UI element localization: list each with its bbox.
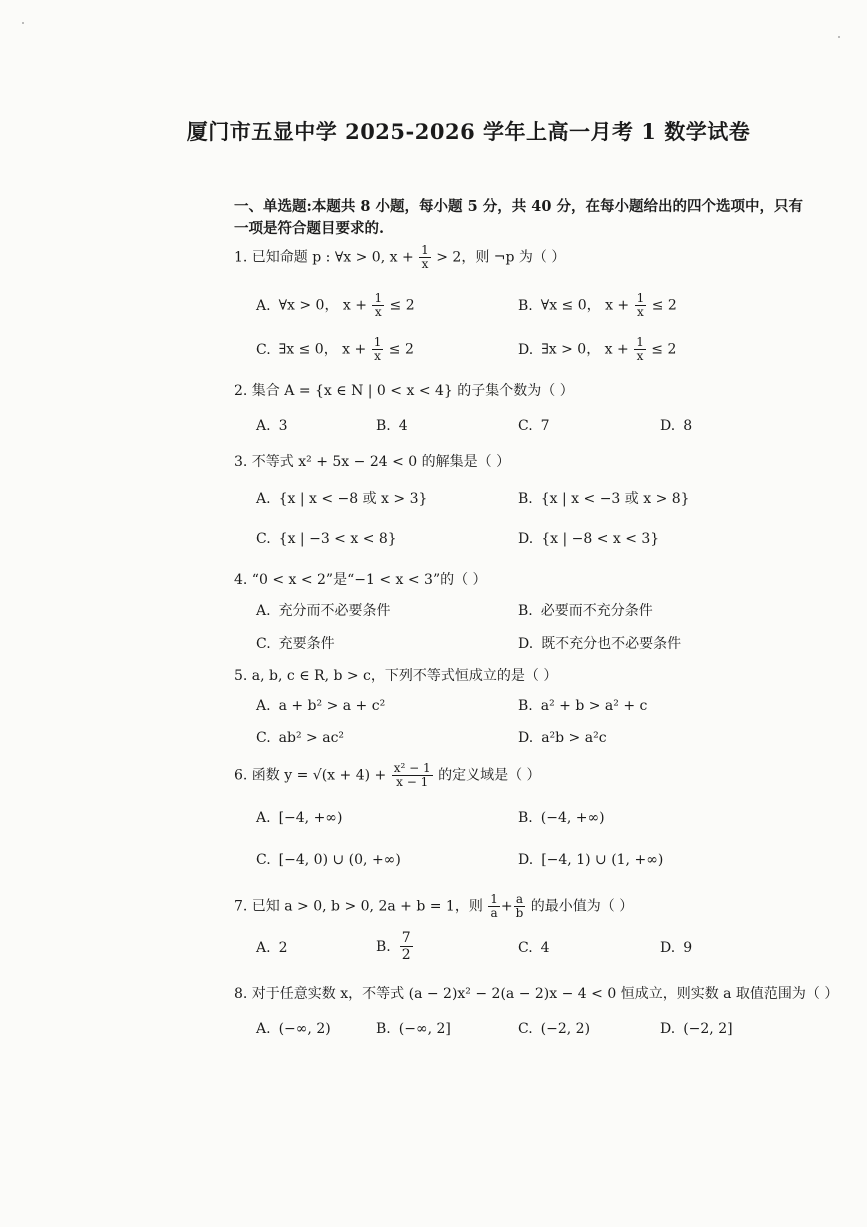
option-label: A. bbox=[256, 810, 271, 826]
option-a[interactable] bbox=[256, 292, 415, 319]
numerator: 1 bbox=[490, 892, 498, 906]
option-label: B. bbox=[518, 603, 533, 619]
numerator: 1 bbox=[421, 243, 429, 257]
question-2: 2. 集合 A = {x ∈ N | 0 < x < 4} 的子集个数为（ ） bbox=[234, 383, 574, 399]
option-label: D. bbox=[518, 341, 534, 358]
option-text: a + b² > a + c² bbox=[278, 698, 386, 714]
option-text: (−∞, 2] bbox=[398, 1021, 451, 1037]
option-label: A. bbox=[256, 940, 271, 956]
option-c[interactable] bbox=[256, 852, 401, 868]
question-4: 4. “0 < x < 2”是“−1 < x < 3”的（ ） bbox=[234, 572, 487, 588]
option-d[interactable] bbox=[518, 852, 663, 868]
option-d[interactable] bbox=[660, 418, 692, 434]
option-label: B. bbox=[376, 938, 391, 955]
option-label: C. bbox=[256, 730, 271, 746]
option-label: B. bbox=[518, 297, 533, 314]
denominator: x bbox=[421, 257, 429, 271]
option-text: {x | −3 < x < 8} bbox=[278, 531, 397, 547]
option-text: ≤ 2 bbox=[389, 297, 415, 314]
option-text: 9 bbox=[683, 940, 693, 956]
option-text: ≤ 2 bbox=[651, 341, 677, 358]
option-a[interactable] bbox=[256, 940, 287, 956]
fraction bbox=[372, 336, 384, 363]
option-label: C. bbox=[256, 852, 271, 868]
option-label: C. bbox=[256, 341, 271, 358]
option-label: B. bbox=[518, 810, 533, 826]
option-text: [−4, 0) ∪ (0, +∞) bbox=[278, 852, 401, 868]
option-text: a² + b > a² + c bbox=[540, 698, 648, 714]
option-d[interactable] bbox=[518, 336, 676, 363]
option-text: (−∞, 2) bbox=[278, 1021, 331, 1037]
option-c[interactable] bbox=[256, 633, 335, 653]
fraction bbox=[635, 292, 647, 319]
option-text: 3 bbox=[278, 418, 288, 434]
option-a[interactable] bbox=[256, 810, 342, 826]
option-b[interactable] bbox=[518, 292, 677, 319]
denominator: x − 1 bbox=[396, 775, 429, 789]
option-b[interactable] bbox=[518, 698, 647, 714]
question-3: 3. 不等式 x² + 5x − 24 < 0 的解集是（ ） bbox=[234, 454, 511, 470]
option-b[interactable] bbox=[376, 1021, 451, 1037]
option-b[interactable] bbox=[518, 488, 690, 508]
denominator: x bbox=[374, 349, 381, 363]
question-6 bbox=[234, 762, 541, 789]
option-text: 既不充分也不必要条件 bbox=[541, 636, 682, 652]
option-label: D. bbox=[518, 730, 534, 746]
scan-speck bbox=[22, 22, 24, 24]
question-stem: 6. 函数 y = √(x + 4) + bbox=[234, 767, 387, 784]
question-stem: + bbox=[500, 898, 513, 915]
option-label: C. bbox=[518, 1021, 533, 1037]
question-8: 8. 对于任意实数 x，不等式 (a − 2)x² − 2(a − 2)x − 4 < 0 恒成立，则实数 a 取值范围为（ ） bbox=[234, 986, 839, 1002]
option-text: (−2, 2) bbox=[540, 1021, 591, 1037]
option-d[interactable] bbox=[518, 633, 681, 653]
option-c[interactable] bbox=[518, 418, 550, 434]
option-text: 2 bbox=[278, 940, 288, 956]
numerator: 1 bbox=[374, 291, 383, 305]
numerator: 1 bbox=[373, 335, 382, 349]
option-d[interactable] bbox=[518, 531, 659, 547]
option-a[interactable] bbox=[256, 698, 385, 714]
option-c[interactable] bbox=[256, 336, 414, 363]
option-label: B. bbox=[518, 491, 533, 507]
option-label: B. bbox=[376, 1021, 391, 1037]
option-label: C. bbox=[256, 636, 271, 652]
option-b[interactable] bbox=[518, 600, 653, 620]
option-c[interactable] bbox=[518, 940, 550, 956]
denominator: b bbox=[515, 906, 524, 920]
denominator: a bbox=[490, 906, 498, 920]
question-stem: 的最小值为（ ） bbox=[530, 898, 634, 915]
option-text: 7 bbox=[540, 418, 550, 434]
option-text: ∃x > 0， x + bbox=[541, 341, 629, 358]
numerator: x² − 1 bbox=[393, 761, 431, 775]
denominator: x bbox=[637, 305, 644, 319]
section-heading: 一、单选题:本题共 8 小题，每小题 5 分，共 40 分，在每小题给出的四个选项中，只有一项是符合题目要求的. bbox=[234, 198, 803, 237]
option-label: A. bbox=[256, 491, 271, 507]
option-text: (−4, +∞) bbox=[540, 810, 605, 826]
option-text: ∀x ≤ 0， x + bbox=[540, 297, 630, 314]
fraction bbox=[419, 244, 431, 271]
option-text: 8 bbox=[683, 418, 693, 434]
option-text: 充分而不必要条件 bbox=[278, 603, 391, 619]
option-text: ≤ 2 bbox=[388, 341, 414, 358]
option-b[interactable] bbox=[518, 810, 605, 826]
option-d[interactable] bbox=[660, 940, 692, 956]
option-label: A. bbox=[256, 1021, 271, 1037]
numerator: 7 bbox=[401, 930, 411, 946]
fraction bbox=[372, 292, 384, 319]
option-a[interactable] bbox=[256, 488, 427, 508]
option-text: a²b > a²c bbox=[541, 730, 607, 746]
option-text: ∃x ≤ 0， x + bbox=[278, 341, 367, 358]
option-text: 充要条件 bbox=[278, 636, 335, 652]
option-text: (−2, 2] bbox=[683, 1021, 733, 1037]
option-a[interactable] bbox=[256, 1021, 331, 1037]
option-d[interactable] bbox=[660, 1021, 733, 1037]
option-label: D. bbox=[518, 636, 534, 652]
fraction bbox=[634, 336, 646, 363]
fraction bbox=[392, 762, 433, 789]
fraction bbox=[488, 893, 500, 920]
question-1 bbox=[234, 244, 565, 271]
option-text: ∀x > 0， x + bbox=[278, 297, 367, 314]
option-text: [−4, +∞) bbox=[278, 810, 343, 826]
exam-title: 厦门市五显中学 2025-2026 学年上高一月考 1 数学试卷 bbox=[186, 119, 751, 144]
numerator: 1 bbox=[636, 291, 645, 305]
option-c[interactable] bbox=[256, 531, 397, 547]
option-c[interactable] bbox=[256, 730, 344, 746]
option-d[interactable] bbox=[518, 730, 607, 746]
option-label: D. bbox=[660, 1021, 676, 1037]
option-label: D. bbox=[660, 940, 676, 956]
fraction bbox=[400, 930, 413, 963]
option-label: C. bbox=[518, 418, 533, 434]
option-label: D. bbox=[660, 418, 676, 434]
numerator: 1 bbox=[636, 335, 644, 349]
option-label: A. bbox=[256, 603, 271, 619]
option-text: {x | −8 < x < 3} bbox=[541, 531, 660, 547]
question-5: 5. a, b, c ∈ R, b > c，下列不等式恒成立的是（ ） bbox=[234, 668, 558, 684]
denominator: x bbox=[636, 349, 644, 363]
question-stem: 1. 已知命题 p : ∀x > 0, x + bbox=[234, 249, 414, 266]
denominator: x bbox=[374, 305, 382, 319]
option-label: A. bbox=[256, 698, 271, 714]
question-7 bbox=[234, 893, 633, 920]
option-a[interactable] bbox=[256, 600, 391, 620]
option-b[interactable] bbox=[376, 418, 408, 434]
question-stem: 7. 已知 a > 0, b > 0, 2a + b = 1，则 bbox=[234, 898, 483, 915]
option-text: 4 bbox=[540, 940, 550, 956]
option-c[interactable] bbox=[518, 1021, 590, 1037]
option-text: {x | x < −3 或 x > 8} bbox=[540, 491, 690, 507]
option-label: A. bbox=[256, 297, 271, 314]
option-a[interactable] bbox=[256, 418, 287, 434]
option-text: [−4, 1) ∪ (1, +∞) bbox=[541, 852, 664, 868]
option-text: {x | x < −8 或 x > 3} bbox=[278, 491, 428, 507]
option-text: ab² > ac² bbox=[278, 730, 345, 746]
option-label: D. bbox=[518, 531, 534, 547]
option-text: ≤ 2 bbox=[651, 297, 677, 314]
option-label: C. bbox=[518, 940, 533, 956]
fraction bbox=[514, 893, 526, 920]
option-label: D. bbox=[518, 852, 534, 868]
question-stem: > 2，则 ¬p 为（ ） bbox=[436, 249, 566, 266]
option-label: B. bbox=[518, 698, 533, 714]
option-label: C. bbox=[256, 531, 271, 547]
denominator: 2 bbox=[401, 947, 411, 963]
question-stem: 的定义域是（ ） bbox=[438, 767, 541, 784]
option-b[interactable] bbox=[376, 930, 414, 963]
option-text: 4 bbox=[398, 418, 408, 434]
option-text: 必要而不充分条件 bbox=[540, 603, 653, 619]
option-label: A. bbox=[256, 418, 271, 434]
option-label: B. bbox=[376, 418, 391, 434]
numerator: a bbox=[515, 892, 524, 906]
scan-speck bbox=[838, 36, 840, 38]
